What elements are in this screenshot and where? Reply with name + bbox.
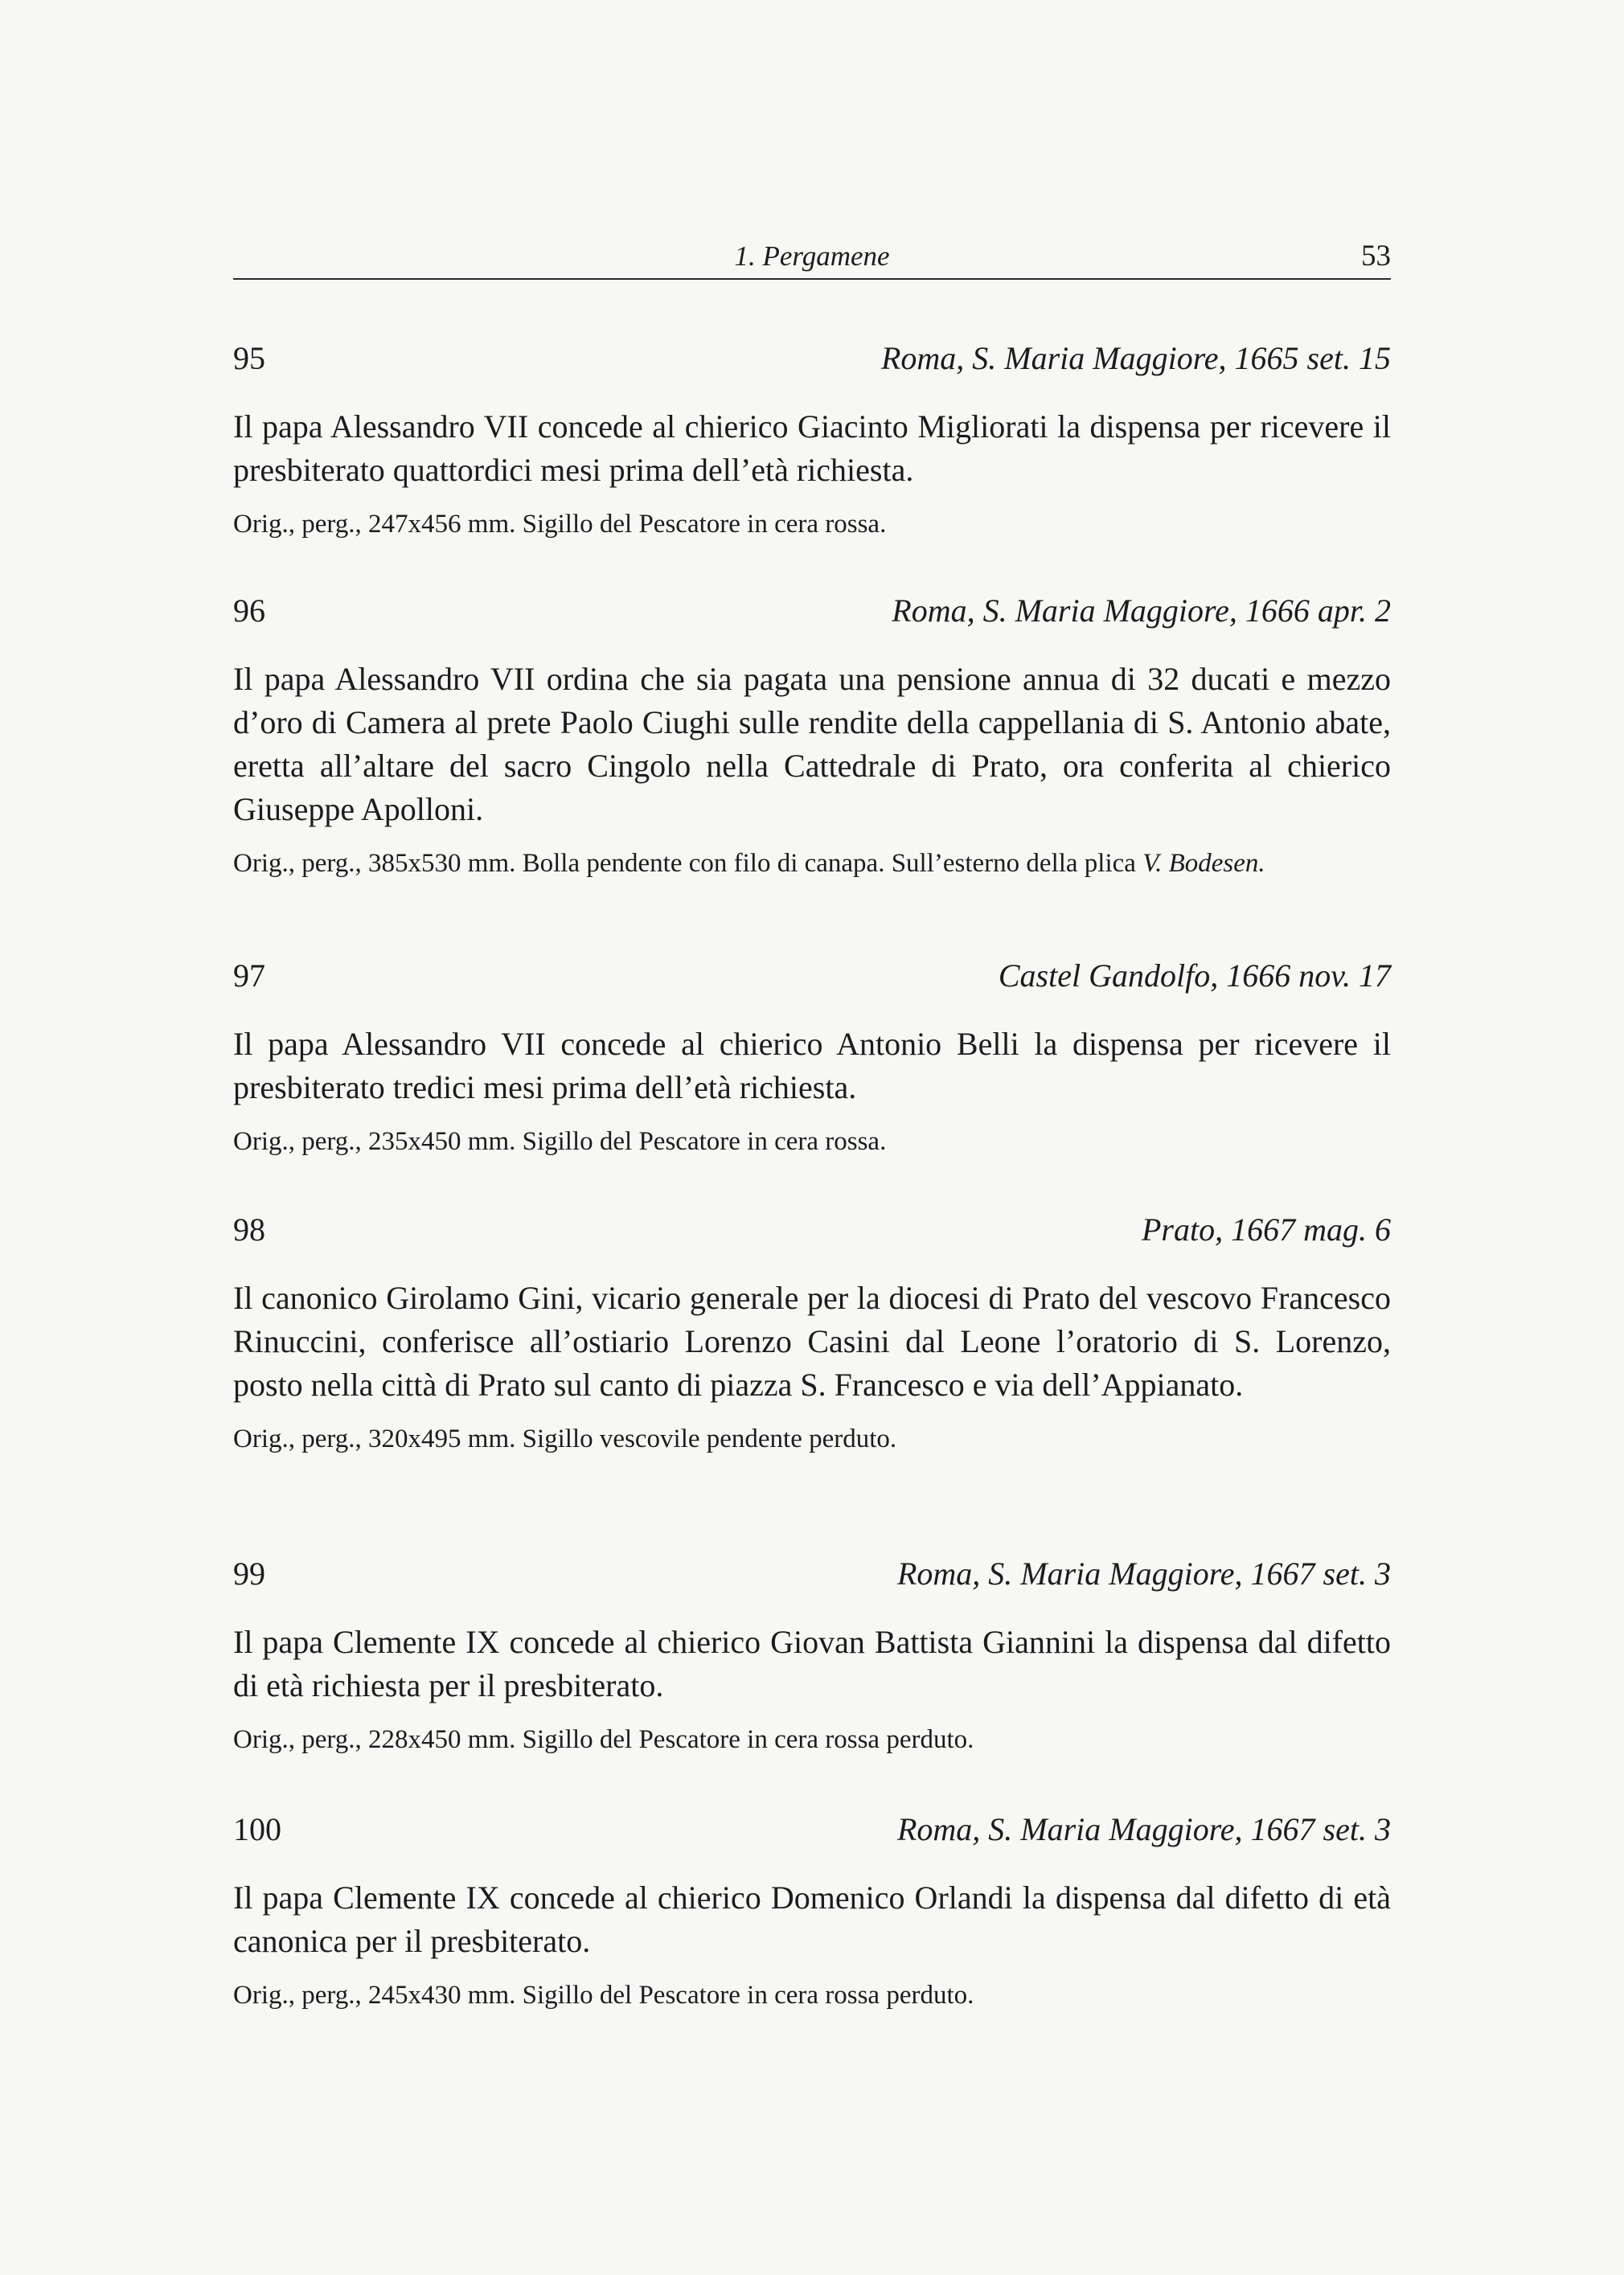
entry-98 <box>233 1207 1391 1457</box>
entry-summary: Il papa Alessandro VII concede al chierico Antonio Belli la dispensa per ricevere il presbiterato tredici mesi prima dell’età richiesta. <box>233 1026 1391 1105</box>
entry-number: 96 <box>233 592 265 629</box>
entry-97 <box>233 953 1391 1159</box>
entry-heading <box>233 336 1391 381</box>
entry-summary: Il papa Clemente IX concede al chierico Domenico Orlandi la dispensa dal difetto di età canonica per il presbiterato. <box>233 1879 1391 1959</box>
entry-physical-note: Orig., perg., 235x450 mm. Sigillo del Pescatore in cera rossa. <box>233 1127 887 1156</box>
entry-number: 98 <box>233 1211 265 1248</box>
entry-100 <box>233 1807 1391 2013</box>
entry-summary: Il canonico Girolamo Gini, vicario generale per la diocesi di Prato del vescovo Francesco Rinuccini, conferisce all’ostiario Lorenzo Casini dal Leone l’oratorio di S. Lorenzo, posto nella città di Prato sul canto di piazza S. Francesco e via dell’Appianato. <box>233 1280 1391 1403</box>
entry-heading <box>233 953 1391 998</box>
entry-physical-note: Orig., perg., 228x450 mm. Sigillo del Pescatore in cera rossa perduto. <box>233 1725 974 1754</box>
entry-physical-note: Orig., perg., 320x495 mm. Sigillo vescovile pendente perduto. <box>233 1424 897 1453</box>
entry-heading <box>233 588 1391 633</box>
entry-place-date: Roma, S. Maria Maggiore, 1666 apr. 2 <box>892 592 1391 629</box>
entry-physical-note: Orig., perg., 245x430 mm. Sigillo del Pescatore in cera rossa perduto. <box>233 1981 974 2010</box>
entry-number: 97 <box>233 957 265 994</box>
entry-96 <box>233 588 1391 881</box>
entry-place-date: Roma, S. Maria Maggiore, 1667 set. 3 <box>896 1811 1391 1847</box>
header-title: 1. Pergamene <box>734 240 890 272</box>
entry-number: 99 <box>233 1556 265 1592</box>
header-rule <box>233 278 1391 280</box>
entry-heading <box>233 1207 1391 1252</box>
note-signature: V. Bodesen. <box>1142 849 1265 878</box>
entry-number: 100 <box>233 1811 281 1847</box>
note-text: Orig., perg., 385x530 mm. Bolla pendente con filo di canapa. Sull’esterno della plica <box>233 849 1136 878</box>
entry-physical-note <box>233 846 1391 881</box>
entry-heading <box>233 1552 1391 1597</box>
entry-place-date: Castel Gandolfo, 1666 nov. 17 <box>998 957 1391 994</box>
entry-place-date: Roma, S. Maria Maggiore, 1665 set. 15 <box>880 340 1391 376</box>
page-number: 53 <box>1361 240 1391 273</box>
entry-heading <box>233 1807 1391 1852</box>
running-header <box>233 238 1391 275</box>
entry-physical-note: Orig., perg., 247x456 mm. Sigillo del Pescatore in cera rossa. <box>233 510 887 539</box>
entry-place-date: Prato, 1667 mag. 6 <box>1142 1211 1391 1248</box>
entry-95 <box>233 336 1391 542</box>
entry-summary: Il papa Alessandro VII ordina che sia pagata una pensione annua di 32 ducati e mezzo d’oro di Camera al prete Paolo Ciughi sulle rendite della cappellania di S. Antonio abate, eretta all’altare del sacro Cingolo nella Cattedrale di Prato, ora conferita al chierico Giuseppe Apolloni. <box>233 661 1391 827</box>
entry-summary: Il papa Clemente IX concede al chierico Giovan Battista Giannini la dispensa dal difetto di età richiesta per il presbiterato. <box>233 1624 1391 1703</box>
entry-summary: Il papa Alessandro VII concede al chierico Giacinto Migliorati la dispensa per ricevere il presbiterato quattordici mesi prima dell’età richiesta. <box>233 408 1391 488</box>
entry-place-date: Roma, S. Maria Maggiore, 1667 set. 3 <box>896 1556 1391 1592</box>
entry-number: 95 <box>233 340 265 376</box>
entry-99 <box>233 1552 1391 1757</box>
